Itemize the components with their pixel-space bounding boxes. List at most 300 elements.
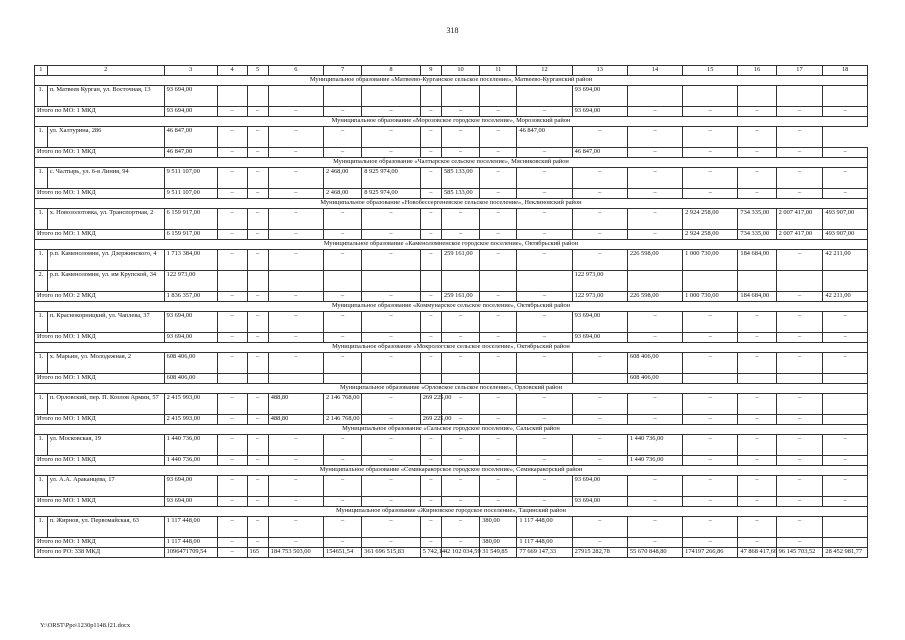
table-cell: 488,80 (268, 394, 323, 415)
table-cell: 1. (35, 517, 48, 538)
grand-total-cell: 42 102 034,59 (441, 548, 479, 558)
table-cell: 1. (35, 476, 48, 497)
table-cell: 2 007 417,00 (776, 209, 823, 230)
total-cell: 734 335,00 (738, 230, 776, 240)
grand-total-cell: 1096471709,54 (164, 548, 217, 558)
municipality-title: Муниципальное образование «Сальское городское поселение», Сальский район (35, 425, 868, 435)
total-cell (776, 374, 823, 384)
table-cell: 1. (35, 312, 48, 333)
table-cell: – (572, 394, 627, 415)
table-cell: 93 694,00 (572, 86, 627, 107)
table-cell: 93 694,00 (164, 312, 217, 333)
table-cell: – (823, 312, 868, 333)
total-cell: 1 117 448,00 (517, 538, 572, 548)
table-cell: – (362, 476, 420, 497)
table-cell: – (441, 394, 479, 415)
table-cell: – (420, 312, 441, 333)
table-cell: – (776, 168, 823, 189)
table-cell: – (217, 476, 247, 497)
total-cell: – (268, 230, 323, 240)
table-cell: – (268, 435, 323, 456)
table-cell: – (420, 435, 441, 456)
total-cell: 93 694,00 (164, 497, 217, 507)
table-cell: ул. А.А. Араканцева, 17 (47, 476, 164, 497)
total-cell: – (217, 189, 247, 199)
total-cell: – (572, 538, 627, 548)
table-cell: – (627, 476, 682, 497)
table-cell: 46 847,00 (517, 127, 572, 148)
total-cell: – (324, 456, 362, 466)
table-cell: – (268, 517, 323, 538)
total-cell: – (420, 230, 441, 240)
table-cell: – (517, 312, 572, 333)
total-cell: – (572, 456, 627, 466)
table-row (35, 353, 868, 374)
table-cell (268, 271, 323, 292)
total-cell: – (823, 333, 868, 343)
table-cell: – (362, 517, 420, 538)
table-cell: – (362, 312, 420, 333)
table-cell: – (441, 517, 479, 538)
table-row (35, 476, 868, 497)
municipality-row (35, 199, 868, 209)
table-cell: – (480, 312, 517, 333)
table-cell: – (572, 168, 627, 189)
table-cell: – (441, 127, 479, 148)
total-cell: 380,00 (480, 538, 517, 548)
table-cell: – (420, 250, 441, 271)
total-cell: – (268, 538, 323, 548)
table-cell: – (217, 435, 247, 456)
table-cell (823, 517, 868, 538)
table-row (35, 394, 868, 415)
total-cell: – (324, 538, 362, 548)
total-cell: – (627, 148, 682, 158)
total-row (35, 374, 868, 384)
table-cell: – (517, 353, 572, 374)
table-cell: – (324, 476, 362, 497)
table-cell: 2 146 768,00 (324, 394, 362, 415)
municipality-row (35, 384, 868, 394)
table-cell: – (627, 209, 682, 230)
total-cell: 2 415 993,00 (164, 415, 217, 425)
table-cell: – (441, 476, 479, 497)
table-cell: – (738, 168, 776, 189)
column-header: 9 (420, 66, 441, 76)
total-cell: 2 007 417,00 (776, 230, 823, 240)
total-cell: 93 694,00 (572, 497, 627, 507)
total-cell: Итого по МО: 1 МКД (35, 333, 165, 343)
table-cell: ул. Халтурина, 286 (47, 127, 164, 148)
total-cell: – (217, 230, 247, 240)
table-cell: – (627, 394, 682, 415)
table-cell: – (441, 435, 479, 456)
table-cell: – (776, 394, 823, 415)
table-cell (823, 394, 868, 415)
total-cell (420, 374, 441, 384)
total-cell: – (247, 148, 268, 158)
total-row (35, 189, 868, 199)
table-cell: – (683, 476, 738, 497)
table-cell: 493 907,00 (823, 209, 868, 230)
total-cell: – (738, 148, 776, 158)
table-cell: 93 694,00 (572, 476, 627, 497)
table-cell: – (268, 127, 323, 148)
total-row (35, 456, 868, 466)
total-cell: – (324, 292, 362, 302)
total-cell: – (517, 333, 572, 343)
total-cell: – (420, 333, 441, 343)
table-cell: – (420, 168, 441, 189)
municipality-row (35, 425, 868, 435)
table-cell: – (217, 209, 247, 230)
table-cell: – (823, 168, 868, 189)
total-cell: – (480, 148, 517, 158)
table-cell: – (247, 435, 268, 456)
total-cell: – (247, 107, 268, 117)
total-cell: – (441, 107, 479, 117)
table-cell: – (324, 250, 362, 271)
total-cell: 46 847,00 (572, 148, 627, 158)
grand-total-cell: Итого по РО: 338 МКД (35, 548, 165, 558)
total-cell: 1 117 448,00 (164, 538, 217, 548)
total-cell: 1 440 736,00 (627, 456, 682, 466)
municipality-row (35, 76, 868, 86)
table-cell: ул. Московская, 19 (47, 435, 164, 456)
table-cell: – (738, 312, 776, 333)
table-cell: п. Орловский, пер. П. Козлов Армии, 57 (47, 394, 164, 415)
table-cell (480, 271, 517, 292)
table-cell: 1. (35, 127, 48, 148)
total-cell: – (517, 415, 572, 425)
table-cell: – (247, 353, 268, 374)
total-cell: 488,80 (268, 415, 323, 425)
total-cell: – (480, 333, 517, 343)
total-cell: – (362, 538, 420, 548)
table-cell: 1. (35, 209, 48, 230)
column-header: 14 (627, 66, 682, 76)
total-cell: Итого по МО: 1 МКД (35, 107, 165, 117)
table-cell: – (517, 476, 572, 497)
total-cell: – (517, 497, 572, 507)
column-header: 17 (776, 66, 823, 76)
table-cell: 93 694,00 (164, 476, 217, 497)
total-cell (517, 374, 572, 384)
total-cell: – (738, 333, 776, 343)
total-cell: – (268, 292, 323, 302)
table-cell: – (776, 476, 823, 497)
total-cell: – (517, 189, 572, 199)
total-cell: – (441, 148, 479, 158)
total-cell: – (572, 189, 627, 199)
table-cell: – (217, 394, 247, 415)
grand-total-cell: 55 670 848,80 (627, 548, 682, 558)
table-cell: – (480, 250, 517, 271)
total-row (35, 107, 868, 117)
total-cell: – (441, 230, 479, 240)
total-cell: – (480, 415, 517, 425)
table-cell: 1. (35, 394, 48, 415)
total-cell: – (627, 538, 682, 548)
total-cell: 8 925 974,00 (362, 189, 420, 199)
total-cell: – (362, 107, 420, 117)
table-cell: 1 713 384,00 (164, 250, 217, 271)
table-cell: р.п. Каменоломни, ул. Дзержинского, 4 (47, 250, 164, 271)
table-cell: 184 684,00 (738, 250, 776, 271)
total-cell (362, 374, 420, 384)
total-cell (247, 374, 268, 384)
total-cell: – (268, 456, 323, 466)
total-cell: – (420, 148, 441, 158)
header-row (35, 66, 868, 76)
table-cell: – (247, 517, 268, 538)
table-cell (627, 271, 682, 292)
total-cell: – (362, 230, 420, 240)
total-cell: – (441, 333, 479, 343)
table-cell: – (776, 517, 823, 538)
total-cell: 2 924 258,00 (683, 230, 738, 240)
total-cell: – (441, 456, 479, 466)
total-cell: – (324, 148, 362, 158)
municipality-title: Муниципальное образование «Морозовское городское поселение», Морозовский район (35, 117, 868, 127)
total-cell: – (683, 415, 738, 425)
table-cell: – (480, 476, 517, 497)
table-cell: – (683, 517, 738, 538)
table-cell: – (572, 250, 627, 271)
total-cell (324, 374, 362, 384)
table-cell: 42 211,00 (823, 250, 868, 271)
total-cell: 2 468,00 (324, 189, 362, 199)
table-cell: – (480, 209, 517, 230)
total-cell: 1 440 736,00 (164, 456, 217, 466)
total-cell: – (517, 456, 572, 466)
total-cell: – (823, 189, 868, 199)
column-header: 2 (47, 66, 164, 76)
table-cell: х. Новозолотовка, ул. Транспортная, 2 (47, 209, 164, 230)
total-cell: – (217, 497, 247, 507)
table-cell (738, 271, 776, 292)
total-cell: – (480, 230, 517, 240)
table-cell: – (776, 435, 823, 456)
total-cell: – (362, 456, 420, 466)
total-cell: – (362, 415, 420, 425)
table-cell: – (247, 394, 268, 415)
table-cell: 608 406,00 (164, 353, 217, 374)
total-cell: – (627, 497, 682, 507)
total-cell: – (572, 415, 627, 425)
total-cell: – (217, 415, 247, 425)
table-cell: п. Краснокорницкий, ул. Чаплева, 37 (47, 312, 164, 333)
table-cell (268, 86, 323, 107)
table-cell: – (738, 394, 776, 415)
table-row (35, 271, 868, 292)
table-cell (823, 86, 868, 107)
total-cell: – (420, 107, 441, 117)
table-row (35, 250, 868, 271)
total-cell: – (627, 230, 682, 240)
municipality-title: Муниципальное образование «Матвеево-Курганское сельское поселение», Матвеево-Курганский район (35, 76, 868, 86)
table-cell (324, 271, 362, 292)
total-cell: 226 598,00 (627, 292, 682, 302)
total-row (35, 415, 868, 425)
total-cell: – (480, 456, 517, 466)
table-cell: – (247, 312, 268, 333)
column-header: 11 (480, 66, 517, 76)
table-cell (627, 86, 682, 107)
table-cell: – (217, 127, 247, 148)
table-cell: р.п. Каменоломни, ул. им Крупской, 34 (47, 271, 164, 292)
table-row (35, 168, 868, 189)
municipality-title: Муниципальное образование «Семикаракорское городское поселение», Семикаракорский район (35, 466, 868, 476)
total-cell: Итого по МО: 1 МКД (35, 456, 165, 466)
table-cell: – (362, 209, 420, 230)
table-cell (420, 86, 441, 107)
total-cell: – (776, 107, 823, 117)
column-header: 8 (362, 66, 420, 76)
total-cell: 42 211,00 (823, 292, 868, 302)
table-cell: – (517, 435, 572, 456)
grand-total-cell: 165 (247, 548, 268, 558)
table-cell: – (480, 435, 517, 456)
table-cell: – (683, 435, 738, 456)
total-row (35, 497, 868, 507)
total-cell: – (247, 292, 268, 302)
column-header: 12 (517, 66, 572, 76)
column-header: 16 (738, 66, 776, 76)
total-cell: – (268, 497, 323, 507)
table-cell: – (268, 209, 323, 230)
total-cell: – (420, 538, 441, 548)
table-cell: – (627, 517, 682, 538)
total-cell: – (776, 189, 823, 199)
table-cell: 1 440 736,00 (627, 435, 682, 456)
total-cell: Итого по МО: 1 МКД (35, 189, 165, 199)
grand-total-cell: 174197 266,86 (683, 548, 738, 558)
total-cell: Итого по МО: 1 МКД (35, 538, 165, 548)
table-cell: – (268, 312, 323, 333)
table-cell (441, 86, 479, 107)
total-row (35, 230, 868, 240)
total-cell: 93 694,00 (572, 107, 627, 117)
grand-total-row (35, 548, 868, 558)
total-cell: – (420, 497, 441, 507)
total-cell: – (776, 292, 823, 302)
total-cell: 122 973,00 (572, 292, 627, 302)
table-cell: – (420, 476, 441, 497)
table-cell: 269 225,00 (420, 394, 441, 415)
total-cell: – (324, 333, 362, 343)
table-cell (362, 271, 420, 292)
table-cell: 46 847,00 (164, 127, 217, 148)
total-cell: – (362, 148, 420, 158)
column-header: 7 (324, 66, 362, 76)
total-cell: – (247, 189, 268, 199)
table-cell: – (517, 250, 572, 271)
municipality-title: Муниципальное образование «Коммунарское сельское поселение», Октябрьский район (35, 302, 868, 312)
table-cell: 1 117 448,00 (517, 517, 572, 538)
column-header: 15 (683, 66, 738, 76)
table-cell (247, 271, 268, 292)
table-cell (362, 86, 420, 107)
total-cell: – (683, 456, 738, 466)
table-cell (823, 271, 868, 292)
table-cell: – (776, 353, 823, 374)
table-cell: – (362, 250, 420, 271)
total-row (35, 148, 868, 158)
total-cell: – (480, 497, 517, 507)
total-cell: 1 000 730,00 (683, 292, 738, 302)
table-cell: – (776, 312, 823, 333)
table-cell: 380,00 (480, 517, 517, 538)
total-cell: 259 161,00 (441, 292, 479, 302)
grand-total-cell: 154651,54 (324, 548, 362, 558)
table-cell: 608 406,00 (627, 353, 682, 374)
total-cell: – (683, 538, 738, 548)
total-cell: Итого по МО: 2 МКД (35, 292, 165, 302)
total-cell (268, 374, 323, 384)
table-cell: – (517, 168, 572, 189)
column-header: 3 (164, 66, 217, 76)
table-cell (217, 86, 247, 107)
total-cell: – (776, 538, 823, 548)
column-header: 18 (823, 66, 868, 76)
table-cell: – (247, 127, 268, 148)
table-cell: – (324, 312, 362, 333)
total-cell: – (268, 148, 323, 158)
total-cell: – (480, 189, 517, 199)
grand-total-cell: 361 696 515,83 (362, 548, 420, 558)
total-cell: – (683, 148, 738, 158)
table-row (35, 312, 868, 333)
total-cell: – (776, 333, 823, 343)
table-cell: – (823, 476, 868, 497)
table-cell: 6 159 917,00 (164, 209, 217, 230)
table-cell: – (324, 517, 362, 538)
table-cell: – (247, 250, 268, 271)
table-cell: – (683, 312, 738, 333)
total-cell: Итого по МО: 1 МКД (35, 374, 165, 384)
municipality-title: Муниципальное образование «Жирновское городское поселение», Тацинский район (35, 507, 868, 517)
total-cell: 269 225,00 (420, 415, 441, 425)
table-cell: – (627, 168, 682, 189)
table-cell: – (738, 517, 776, 538)
table-cell: – (480, 168, 517, 189)
municipality-title: Муниципальное образование «Каменоломненское городское поселение», Октябрьский район (35, 240, 868, 250)
total-cell: – (738, 415, 776, 425)
grand-total-cell: 31 549,85 (480, 548, 517, 558)
total-cell: 93 694,00 (164, 107, 217, 117)
column-header: 4 (217, 66, 247, 76)
grand-total-cell: 27915 282,78 (572, 548, 627, 558)
total-cell: – (517, 292, 572, 302)
table-cell: – (324, 127, 362, 148)
table-row (35, 517, 868, 538)
total-cell: – (627, 415, 682, 425)
total-cell: 608 406,00 (627, 374, 682, 384)
municipality-title: Муниципальное образование «Чалтырское сельское поселение», Мясниковский район (35, 158, 868, 168)
table-cell: – (247, 209, 268, 230)
total-cell: – (627, 107, 682, 117)
total-cell: 2 146 768,00 (324, 415, 362, 425)
table-cell: – (441, 312, 479, 333)
table-cell: – (247, 476, 268, 497)
table-cell (517, 86, 572, 107)
table-cell: – (420, 353, 441, 374)
table-cell: 9 511 107,00 (164, 168, 217, 189)
table-cell: 122 973,00 (164, 271, 217, 292)
table-cell: – (683, 353, 738, 374)
table-cell: – (683, 394, 738, 415)
